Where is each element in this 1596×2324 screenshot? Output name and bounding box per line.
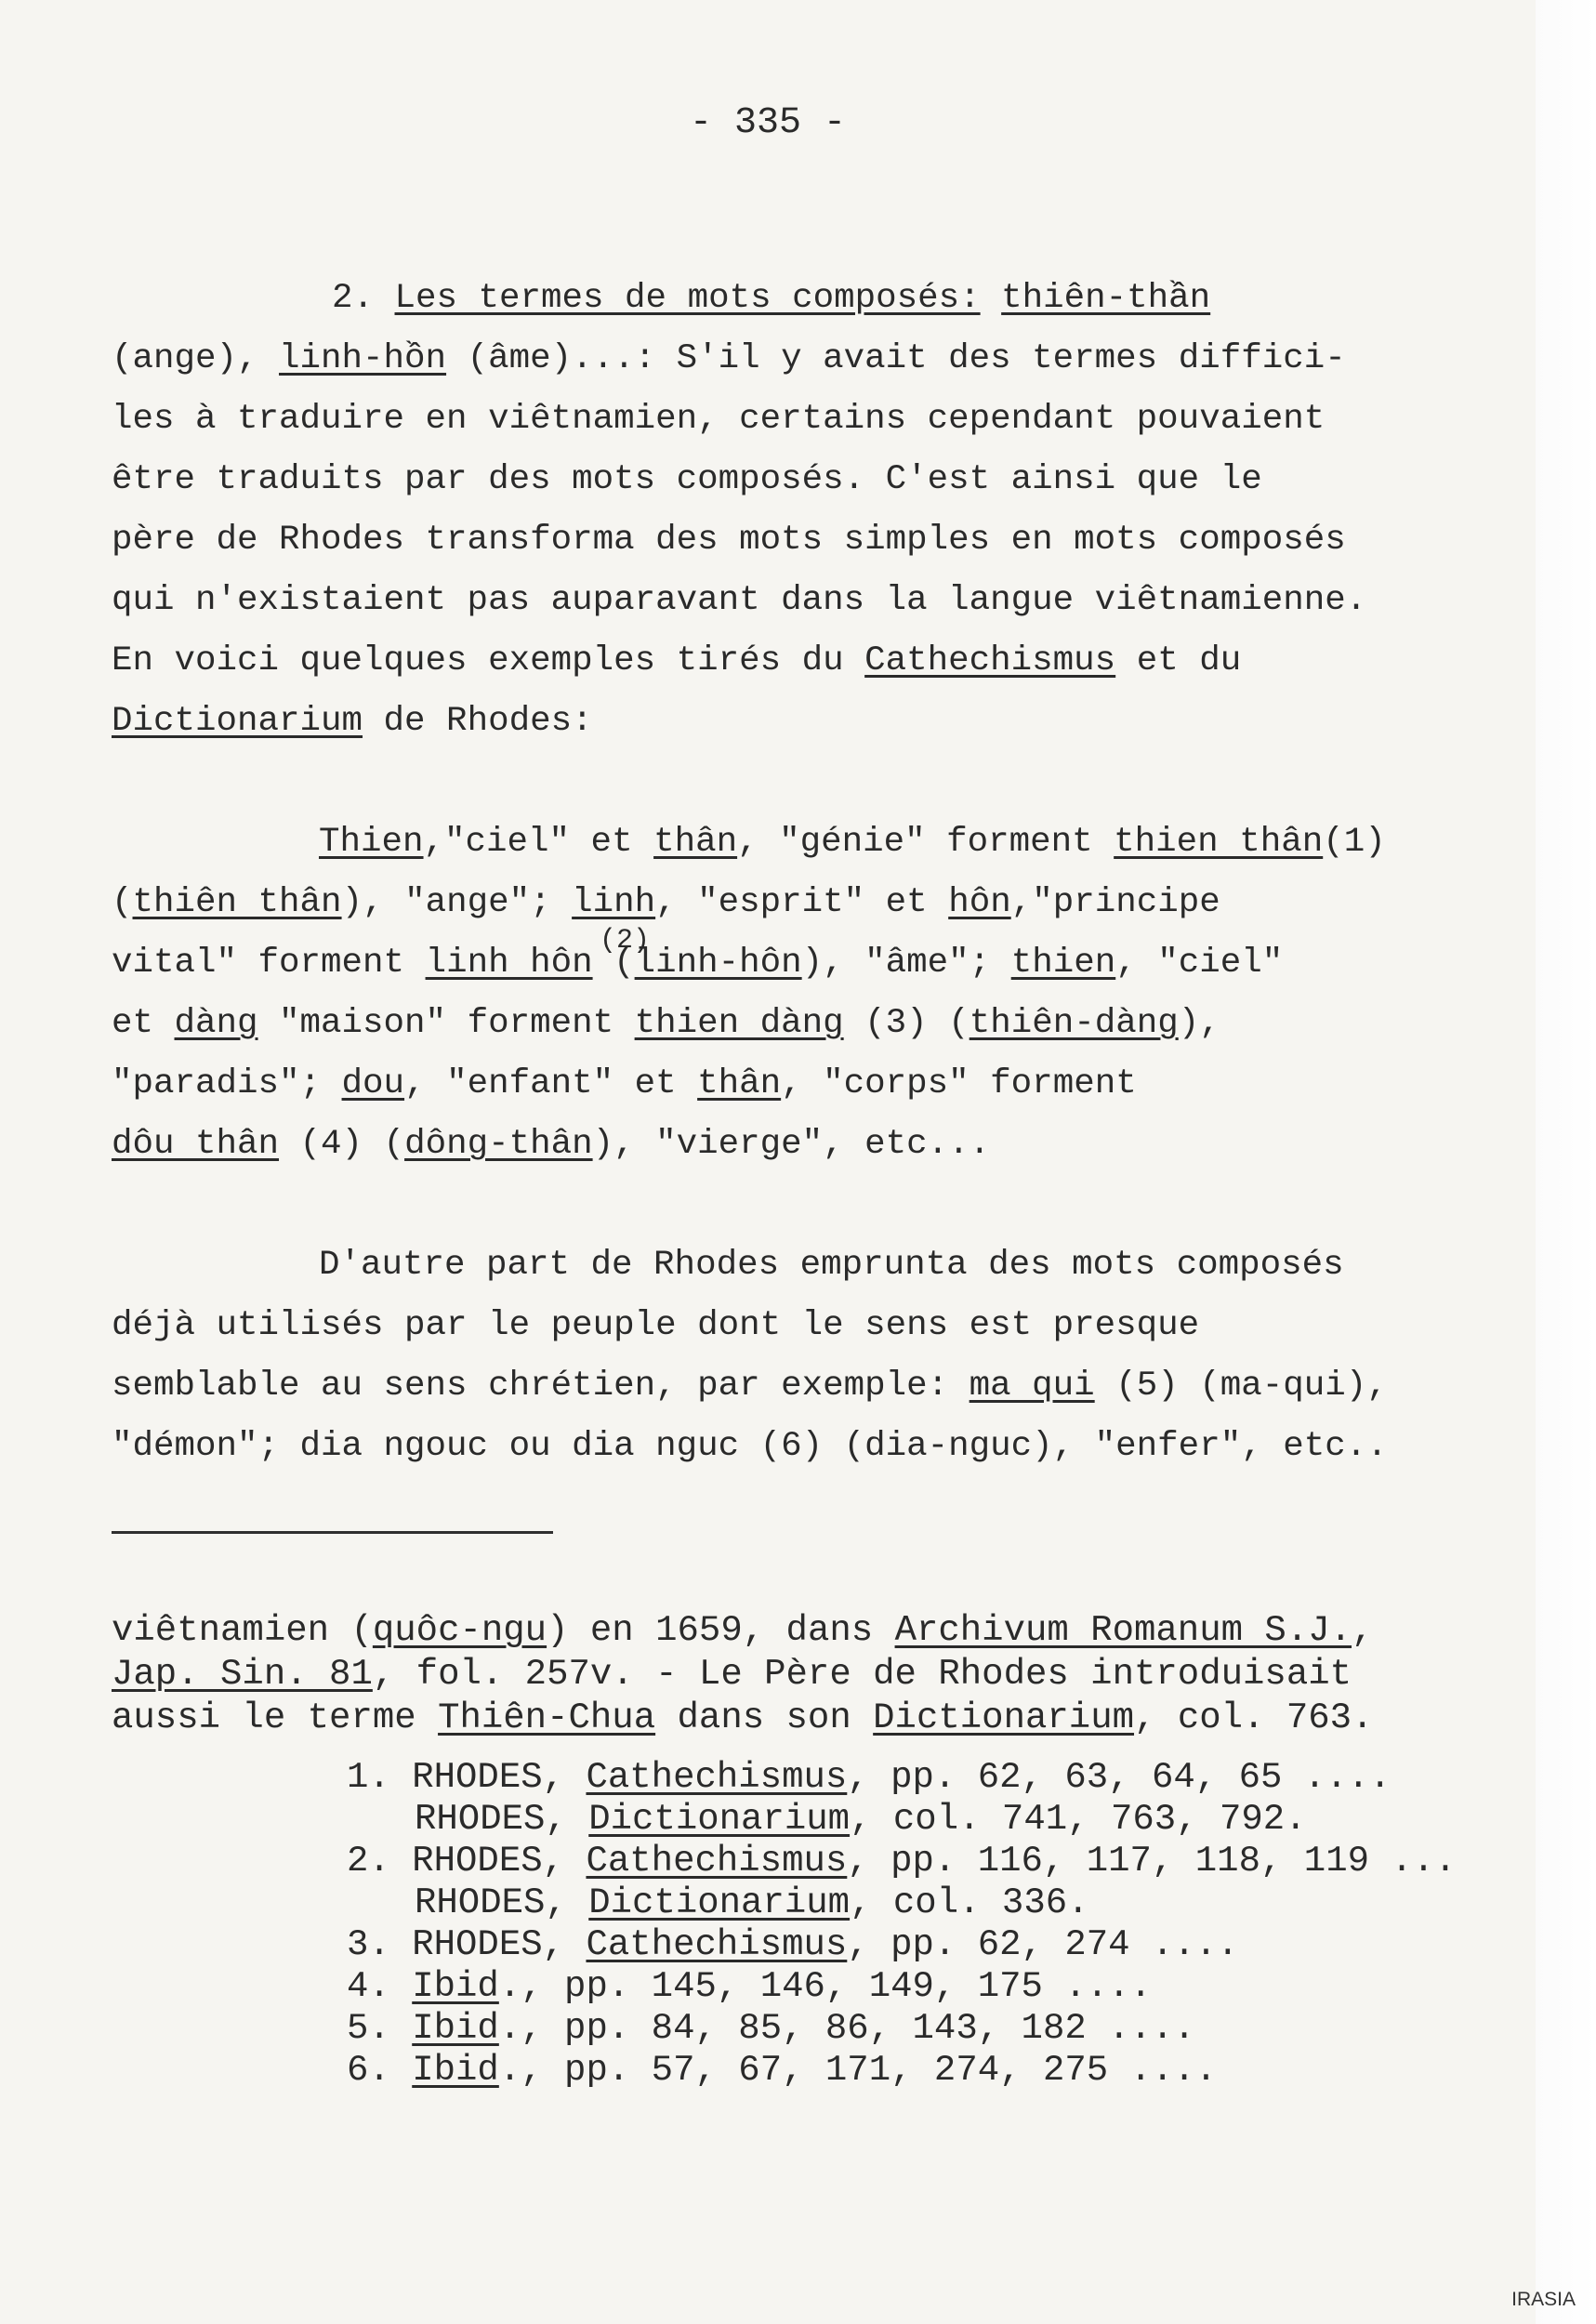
- para3-line4: "démon"; dia ngouc ou dia nguc (6) (dia-nguc), "enfer", etc..: [112, 1427, 1388, 1466]
- term: thien thân: [1114, 823, 1324, 862]
- para1-line4: être traduits par des mots composés. C'est ainsi que le: [112, 460, 1262, 499]
- term: thien: [1010, 944, 1116, 983]
- text-run: RHODES,: [412, 1841, 587, 1882]
- text-run: "maison" forment: [257, 1004, 635, 1043]
- term: thiên thân: [132, 883, 342, 922]
- text-run: ., pp. 145, 146, 149, 175 ....: [498, 1966, 1152, 2007]
- text-run: , col. 763.: [1134, 1697, 1374, 1738]
- text-run: (3) (: [843, 1004, 969, 1043]
- term: linh: [572, 883, 656, 922]
- footnote-continuation-line3: [112, 1697, 1374, 1738]
- text-run: (âme)...: S'il y avait des termes diffici-: [446, 339, 1346, 378]
- para1-line7: [112, 641, 1241, 680]
- term: linh hôn: [425, 944, 593, 983]
- para2-line1: [319, 823, 1386, 862]
- ibid: Ibid: [412, 1966, 499, 2007]
- footnote-1: [347, 1757, 1392, 1798]
- watermark: IRASIA: [1511, 2289, 1576, 2310]
- section-title: Les termes de mots composés:: [394, 279, 981, 318]
- text-run: RHODES,: [412, 1924, 587, 1965]
- space: [981, 279, 1002, 318]
- text-run: , pp. 116, 117, 118, 119 ...: [847, 1841, 1457, 1882]
- text-run: ,: [1352, 1610, 1374, 1651]
- footnote-ref-superscript: (2): [600, 925, 651, 957]
- book-title: Cathechismus: [586, 1924, 848, 1965]
- term: thân: [653, 823, 738, 862]
- text-run: , "génie" forment: [737, 823, 1115, 862]
- footnote-ref: (1): [1323, 823, 1386, 862]
- term: hôn: [948, 883, 1011, 922]
- ibid: Ibid: [412, 2008, 499, 2049]
- ibid: Ibid: [412, 2050, 499, 2091]
- footnote-number: 1.: [347, 1757, 413, 1798]
- book-title: Cathechismus: [586, 1841, 848, 1882]
- text-run: En voici quelques exemples tirés du: [112, 641, 865, 680]
- text-run: aussi le terme: [112, 1697, 439, 1738]
- text-run: ),: [1178, 1004, 1220, 1043]
- text-run: dans son: [655, 1697, 874, 1738]
- footnote-number: 2.: [347, 1841, 413, 1882]
- text-run: , "corps" forment: [781, 1064, 1137, 1103]
- term: linh-hôn: [634, 944, 802, 983]
- text-run: , fol. 257v. - Le Père de Rhodes introduisait: [372, 1654, 1352, 1695]
- text-run: ., pp. 57, 67, 171, 274, 275 ....: [498, 2050, 1218, 2091]
- para3-line1: D'autre part de Rhodes emprunta des mots composés: [319, 1246, 1344, 1285]
- text-run: de Rhodes:: [363, 702, 593, 741]
- section-number: 2.: [332, 279, 395, 318]
- archive-reference: Jap. Sin. 81: [112, 1654, 373, 1695]
- archive-title: Archivum Romanum S.J.: [894, 1610, 1352, 1651]
- para1-line3: les à traduire en viêtnamien, certains cependant pouvaient: [112, 400, 1326, 439]
- text-run: viêtnamien (: [112, 1610, 373, 1651]
- page-number: - 335 -: [689, 102, 847, 144]
- text-run: (ange),: [112, 339, 280, 378]
- text-run: ,"principe: [1010, 883, 1220, 922]
- text-run: RHODES,: [415, 1882, 589, 1923]
- footnote-number: 5.: [347, 2008, 413, 2049]
- text-run: , "esprit" et: [655, 883, 949, 922]
- scan-margin: [1536, 0, 1596, 2324]
- term: quôc-ngu: [372, 1610, 547, 1651]
- text-run: (5) (ma-qui),: [1094, 1367, 1388, 1406]
- footnote-number: 3.: [347, 1924, 413, 1965]
- para1-line5: père de Rhodes transforma des mots simples en mots composés: [112, 521, 1346, 560]
- text-run: , col. 741, 763, 792.: [850, 1799, 1307, 1840]
- para2-line4: [112, 1004, 1220, 1043]
- text-run: RHODES,: [412, 1757, 587, 1798]
- footnote-number: 4.: [347, 1966, 413, 2007]
- text-run: , col. 336.: [850, 1882, 1089, 1923]
- term: ma qui: [969, 1367, 1095, 1406]
- book-title: Dictionarium: [873, 1697, 1135, 1738]
- footnote-1-continued: [415, 1799, 1307, 1840]
- footnote-6: [347, 2050, 1218, 2091]
- term: dou: [341, 1064, 405, 1103]
- text-run: et du: [1115, 641, 1242, 680]
- book-title: Dictionarium: [588, 1799, 851, 1840]
- text-run: et: [112, 1004, 175, 1043]
- footnote-divider: [112, 1531, 553, 1534]
- footnote-2: [347, 1843, 1457, 1880]
- term: thien dàng: [634, 1004, 844, 1043]
- term: dông-thân: [404, 1125, 593, 1164]
- footnote-number: 6.: [347, 2050, 413, 2091]
- text-run: (4) (: [279, 1125, 405, 1164]
- para2-line2: [112, 883, 1220, 922]
- para2-line3: [112, 944, 1283, 983]
- para1-line2: [112, 339, 1346, 378]
- para3-line3: [112, 1367, 1388, 1406]
- text-run: "paradis";: [112, 1064, 342, 1103]
- text-run: ) en 1659, dans: [547, 1610, 895, 1651]
- para2-line6: [112, 1125, 990, 1164]
- text-run: , "ciel": [1115, 944, 1284, 983]
- para1-line8: [112, 702, 593, 741]
- text-run: ), "ange";: [341, 883, 573, 922]
- footnote-continuation-line2: [112, 1654, 1352, 1695]
- para1-line6: qui n'existaient pas auparavant dans la langue viêtnamienne.: [112, 581, 1367, 620]
- book-title: Cathechismus: [586, 1757, 848, 1798]
- text-run: RHODES,: [415, 1799, 589, 1840]
- text-run: ., pp. 84, 85, 86, 143, 182 ....: [498, 2008, 1195, 2049]
- text-run: , pp. 62, 63, 64, 65 ....: [847, 1757, 1392, 1798]
- term: linh-hồn: [279, 339, 447, 378]
- text-run: semblable au sens chrétien, par exemple:: [112, 1367, 969, 1406]
- footnote-2-continued: [415, 1882, 1089, 1923]
- text-run: ), "âme";: [801, 944, 1011, 983]
- footnote-continuation-line1: [112, 1610, 1374, 1651]
- footnote-3: [347, 1924, 1239, 1965]
- para3-line2: déjà utilisés par le peuple dont le sens est presque: [112, 1306, 1200, 1345]
- text-run: (: [592, 944, 635, 983]
- term: Thien: [319, 823, 424, 862]
- text-run: vital" forment: [112, 944, 426, 983]
- text-run: ), "vierge", etc...: [592, 1125, 991, 1164]
- footnote-4: [347, 1966, 1152, 2007]
- book-title: Cathechismus: [864, 641, 1116, 680]
- term: thân: [697, 1064, 782, 1103]
- term: dôu thân: [112, 1125, 280, 1164]
- para2-line5: [112, 1064, 1137, 1103]
- text-run: ,"ciel" et: [423, 823, 654, 862]
- footnote-5: [347, 2008, 1195, 2049]
- book-title: Dictionarium: [588, 1882, 851, 1923]
- para1-line1: [332, 279, 1210, 318]
- text-run: , "enfant" et: [404, 1064, 698, 1103]
- book-title: Dictionarium: [112, 702, 363, 741]
- term: dàng: [174, 1004, 258, 1043]
- text-run: (: [112, 883, 133, 922]
- term: Thiên-Chua: [438, 1697, 656, 1738]
- term: thiên-dàng: [969, 1004, 1179, 1043]
- term: thiên-thần: [1001, 279, 1211, 318]
- text-run: , pp. 62, 274 ....: [847, 1924, 1239, 1965]
